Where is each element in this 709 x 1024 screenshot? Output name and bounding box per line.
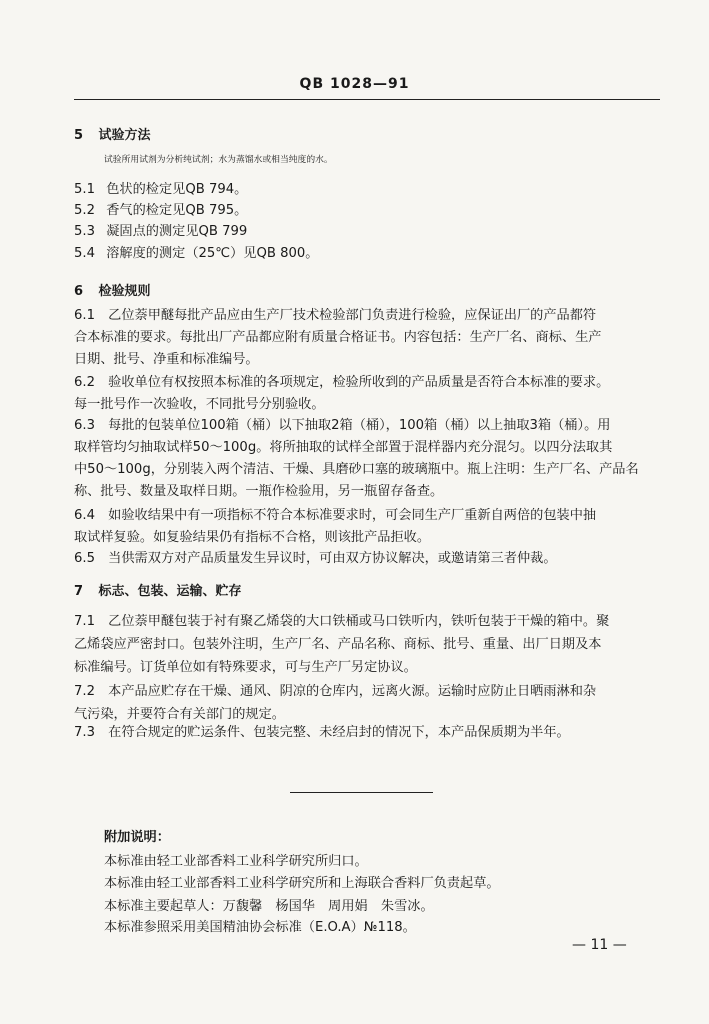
section-title: 检验规则 bbox=[98, 284, 151, 299]
section-title: 试验方法 bbox=[98, 128, 151, 143]
clause-5-2 bbox=[74, 199, 662, 218]
section-7-heading bbox=[74, 580, 242, 599]
clause-6-2-line: 6.2 验收单位有权按照本标准的各项规定，检验所收到的产品质量是否符合本标准的要求。 bbox=[74, 375, 610, 390]
section-number: 6 bbox=[74, 284, 84, 299]
notes-separator bbox=[290, 792, 433, 793]
notes-title: 附加说明： bbox=[104, 830, 170, 845]
clause-5-1 bbox=[74, 178, 662, 197]
section-5-intro: 试验所用试剂为分析纯试剂；水为蒸馏水或相当纯度的水。 bbox=[104, 155, 333, 165]
clause-6-4-line: 取试样复验。如复验结果仍有指标不合格，则该批产品拒收。 bbox=[74, 530, 431, 545]
clause-number: 5.3 bbox=[74, 224, 95, 239]
notes-line: 本标准由轻工业部香料工业科学研究所归口。 bbox=[104, 854, 368, 869]
clause-6-2-line: 每一批号作一次验收，不同批号分别验收。 bbox=[74, 397, 325, 412]
clause-6-3-line: 中50～100g，分别装入两个清洁、干燥、具磨砂口塞的玻璃瓶中。瓶上注明：生产厂名、产品名 bbox=[74, 462, 639, 477]
clause-6-5-line: 6.5 当供需双方对产品质量发生异议时，可由双方协议解决，或邀请第三者仲裁。 bbox=[74, 551, 557, 566]
section-5-heading bbox=[74, 124, 151, 143]
clause-text: 色状的检定见QB 794。 bbox=[106, 182, 248, 197]
clause-text: 凝固点的测定见QB 799 bbox=[106, 224, 248, 239]
clause-7-3-line: 7.3 在符合规定的贮运条件、包装完整、未经启封的情况下，本产品保质期为半年。 bbox=[74, 725, 570, 740]
clause-text: 溶解度的测定（25℃）见QB 800。 bbox=[106, 246, 319, 261]
notes-line: 本标准参照采用美国精油协会标准（E.O.A）№118。 bbox=[104, 920, 416, 935]
notes-line: 本标准由轻工业部香料工业科学研究所和上海联合香料厂负责起草。 bbox=[104, 876, 500, 891]
notes-line: 本标准主要起草人：万馥馨 杨国华 周用娟 朱雪冰。 bbox=[104, 899, 434, 914]
clause-7-1-line: 7.1 乙位萘甲醚包装于衬有聚乙烯袋的大口铁桶或马口铁听内，铁听包装于干燥的箱中。聚 bbox=[74, 614, 610, 629]
clause-6-1-line: 日期、批号、净重和标准编号。 bbox=[74, 352, 259, 367]
clause-7-1-line: 乙烯袋应严密封口。包装外注明，生产厂名、产品名称、商标、批号、重量、出厂日期及本 bbox=[74, 637, 602, 652]
clause-6-4-line: 6.4 如验收结果中有一项指标不符合本标准要求时，可会同生产厂重新自两倍的包装中抽 bbox=[74, 508, 597, 523]
header-rule bbox=[74, 99, 660, 100]
clause-6-1-line: 6.1 乙位萘甲醚每批产品应由生产厂技术检验部门负责进行检验，应保证出厂的产品都符 bbox=[74, 308, 597, 323]
clause-5-4 bbox=[74, 242, 662, 261]
clause-7-2-line: 7.2 本产品应贮存在干燥、通风、阴凉的仓库内，远离火源。运输时应防止日晒雨淋和杂 bbox=[74, 684, 597, 699]
standard-code-header: QB 1028—91 bbox=[299, 76, 410, 92]
clause-number: 5.1 bbox=[74, 182, 95, 197]
clause-7-1-line: 标准编号。订货单位如有特殊要求，可与生产厂另定协议。 bbox=[74, 660, 417, 675]
section-title: 标志、包装、运输、贮存 bbox=[98, 584, 242, 599]
clause-6-3-line: 称、批号、数量及取样日期。一瓶作检验用，另一瓶留存备查。 bbox=[74, 484, 444, 499]
page-number: — 11 — bbox=[572, 937, 627, 953]
clause-5-3 bbox=[74, 220, 662, 239]
clause-7-2-line: 气污染，并要符合有关部门的规定。 bbox=[74, 707, 285, 722]
clause-number: 5.4 bbox=[74, 246, 95, 261]
clause-6-3-line: 取样管均匀抽取试样50～100g。将所抽取的试样全部置于混样器内充分混匀。以四分法取其 bbox=[74, 440, 613, 455]
clause-6-1-line: 合本标准的要求。每批出厂产品都应附有质量合格证书。内容包括：生产厂名、商标、生产 bbox=[74, 330, 602, 345]
clause-text: 香气的检定见QB 795。 bbox=[106, 203, 248, 218]
clause-6-3-line: 6.3 每批的包装单位100箱（桶）以下抽取2箱（桶），100箱（桶）以上抽取3箱（桶）。用 bbox=[74, 418, 611, 433]
clause-number: 5.2 bbox=[74, 203, 95, 218]
section-number: 7 bbox=[74, 584, 84, 599]
section-6-heading bbox=[74, 280, 151, 299]
section-number: 5 bbox=[74, 128, 84, 143]
